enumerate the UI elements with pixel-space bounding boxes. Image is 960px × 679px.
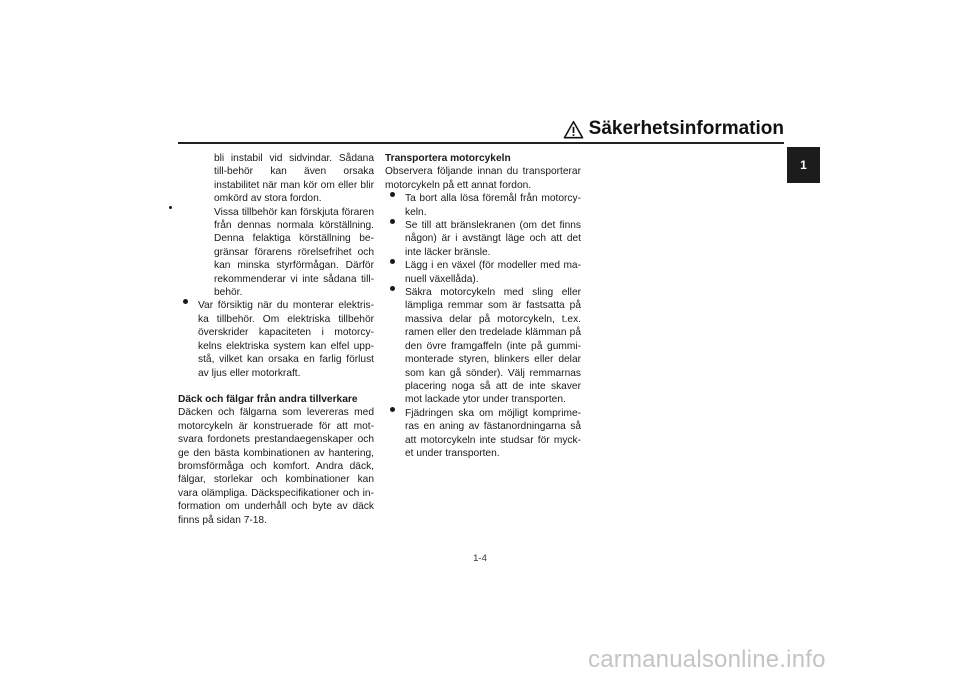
warning-triangle-icon (563, 120, 584, 139)
bullet-disc-icon (390, 286, 395, 291)
bullet-item (385, 286, 581, 407)
section-body: Däcken och fälgarna som levereras med motorcykeln är konstruerade för att mot-svara fordonets prestandaegenskaper och ge den bästa kombinationen av hantering, bromsförmåga och komfort. Andra däck, fälgar, storlekar och kombinationer kan vara olämpliga. Däckspecifikationer och in-formation om underhåll och byte av däck finns på sidan 7-18. (178, 407, 374, 526)
page-title: Säkerhetsinformation (588, 118, 784, 139)
sub-bullet-continued: bli instabil vid sidvindar. Sådana till-behör kan även orsaka instabilitet när man kör om eller blir omkörd av stora fordon. (214, 153, 374, 205)
bullet-text: Var försiktig när du monterar elektris-ka tillbehör. Om elektriska tillbehör överskrider kapaciteten i motorcy-kelns elektriska system kan elfel upp-stå, vilket kan orsaka en farlig förlust av ljus eller motorkraft. (198, 300, 374, 379)
section-intro: Observera följande innan du transporterar motorcykeln på ett annat fordon. (385, 166, 581, 191)
bullet-disc-icon (390, 259, 395, 264)
bullet-text: Fjädringen ska om möjligt komprime-ras en aning av fästanordningarna så att motorcykeln inte studsar för myck-et under transporten. (405, 407, 581, 459)
bullet-dot-icon (169, 206, 172, 209)
bullet-text: Lägg i en växel (för modeller med ma-nuell växellåda). (405, 260, 581, 285)
bullet-text: Säkra motorcykeln med sling eller lämpliga remmar som är fastsatta på massiva delar på motorcykeln, t.ex. ramen eller den tredelade klämman på den övre framgaffeln (inte på gummi-monterade styren, blinkers eller delar som kan gå sönder). Välj remmarnas placering noga så att de inte skaver mot lackade ytor under transporten. (405, 287, 581, 406)
bullet-disc-icon (183, 299, 188, 304)
watermark: carmanualsonline.info (588, 646, 826, 673)
page-header (580, 116, 784, 142)
bullet-text: Ta bort alla lösa föremål från motorcy-keln. (405, 193, 581, 218)
right-column (385, 152, 581, 460)
sub-bullet-item (178, 206, 374, 300)
bullet-disc-icon (390, 192, 395, 197)
bullet-item (385, 219, 581, 259)
chapter-tab: 1 (787, 147, 820, 183)
section-heading: Däck och fälgar från andra tillverkare (178, 393, 358, 405)
bullet-disc-icon (390, 407, 395, 412)
section-heading: Transportera motorcykeln (385, 153, 511, 164)
left-column (178, 152, 374, 527)
bullet-item (385, 407, 581, 461)
sub-bullet-text: Vissa tillbehör kan förskjuta föraren från dennas normala körställning. Denna felaktiga körställning be-gränsar förarens rörelsefrihet och kan minska styrförmågan. Därför rekommenderar vi inte sådana till-behör. (214, 206, 374, 299)
bullet-item (385, 259, 581, 286)
bullet-text: Se till att bränslekranen (om det finns någon) är i avstängt läge och att det inte läcker bränsle. (405, 220, 581, 258)
page-number: 1-4 (473, 553, 487, 564)
bullet-disc-icon (390, 219, 395, 224)
header-rule (178, 142, 784, 144)
bullet-item (385, 192, 581, 219)
bullet-item (178, 299, 374, 379)
